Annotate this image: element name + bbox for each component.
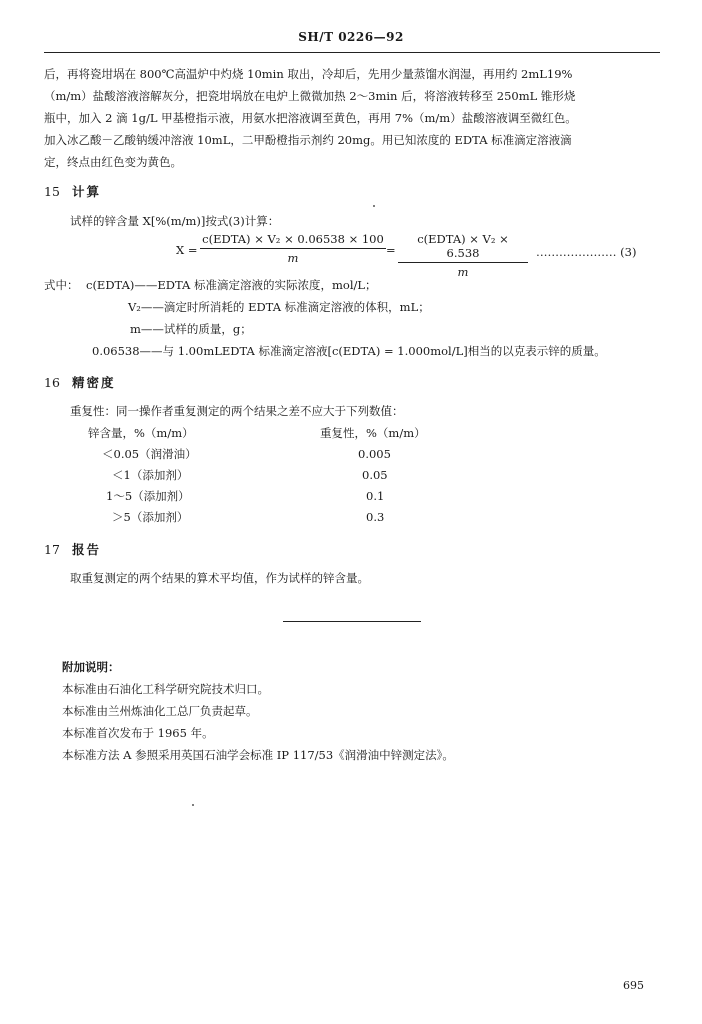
table-cell-value: 0.05 bbox=[362, 467, 388, 482]
formula-reference: ………………… (3) bbox=[536, 245, 637, 259]
section-15-intro: 试样的锌含量 X[%(m/m)]按式(3)计算： bbox=[70, 214, 280, 228]
section-number: 16 bbox=[44, 375, 60, 390]
column-header-repeatability: 重复性，%（m/m） bbox=[320, 425, 426, 440]
formula-numerator-1: c(EDTA) × V₂ × 0.06538 × 100 bbox=[200, 232, 386, 249]
appendix-line: 本标准由兰州炼油化工总厂负责起草。 bbox=[62, 704, 258, 718]
appendix-notes bbox=[62, 656, 680, 766]
intro-paragraph bbox=[44, 63, 662, 173]
table-header-row bbox=[88, 422, 426, 443]
section-16-heading bbox=[44, 373, 116, 391]
section-title: 报告 bbox=[72, 542, 102, 557]
formula-lhs: X = bbox=[176, 243, 198, 257]
section-number: 15 bbox=[44, 184, 60, 199]
intro-line: （m/m）盐酸溶液溶解灰分，把瓷坩埚放在电炉上微微加热 2～3min 后，将溶液转移至 250mL 锥形烧 bbox=[44, 89, 576, 103]
formula-fraction-1 bbox=[200, 232, 386, 265]
def-m: m——试样的质量，g； bbox=[130, 322, 252, 336]
section-title: 计算 bbox=[72, 184, 102, 199]
def-constant: 0.06538——与 1.00mLEDTA 标准滴定溶液[c(EDTA) = 1.000mol/L]相当的以克表示锌的质量。 bbox=[92, 344, 606, 358]
table-cell-value: 0.1 bbox=[366, 488, 385, 503]
where-label: 式中： bbox=[44, 278, 79, 292]
appendix-line: 本标准方法 A 参照采用英国石油学会标准 IP 117/53《润滑油中锌测定法》。 bbox=[62, 748, 454, 762]
page-number: 695 bbox=[623, 979, 644, 992]
formula-fraction-2 bbox=[398, 232, 528, 279]
intro-line: 后，再将瓷坩埚在 800℃高温炉中灼烧 10min 取出，冷却后，先用少量蒸馏水润湿，再用约 2mL19% bbox=[44, 67, 573, 81]
table-cell-range: ＜1（添加剂） bbox=[112, 467, 189, 482]
table-cell-range: 1～5（添加剂） bbox=[106, 488, 190, 503]
end-separator-line bbox=[283, 621, 421, 622]
appendix-title: 附加说明： bbox=[62, 660, 120, 674]
section-15-heading bbox=[44, 182, 101, 200]
scan-speck bbox=[192, 804, 194, 806]
scan-speck bbox=[373, 205, 375, 207]
table-cell-range: ＞5（添加剂） bbox=[112, 509, 189, 524]
column-header-zinc: 锌含量，%（m/m） bbox=[88, 425, 194, 440]
table-row bbox=[88, 485, 426, 506]
def-c-edta: c(EDTA)——EDTA 标准滴定溶液的实际浓度，mol/L； bbox=[86, 278, 377, 292]
table-cell-value: 0.3 bbox=[366, 509, 385, 524]
table-cell-range: ＜0.05（润滑油） bbox=[102, 446, 197, 461]
section-17-text: 取重复测定的两个结果的算术平均值，作为试样的锌含量。 bbox=[70, 571, 369, 585]
formula-equals: = bbox=[386, 243, 396, 257]
table-row bbox=[88, 464, 426, 485]
table-row bbox=[88, 506, 426, 527]
precision-table bbox=[88, 422, 426, 527]
section-title: 精密度 bbox=[72, 375, 116, 390]
header-rule bbox=[44, 52, 660, 53]
section-16-intro: 重复性：同一操作者重复测定的两个结果之差不应大于下列数值： bbox=[70, 404, 404, 418]
formula-numerator-2: c(EDTA) × V₂ × 6.538 bbox=[398, 232, 528, 263]
appendix-line: 本标准首次发布于 1965 年。 bbox=[62, 726, 214, 740]
standard-code-header: SH/T 0226—92 bbox=[298, 30, 404, 44]
intro-line: 加入冰乙酸－乙酸钠缓冲溶液 10mL，二甲酚橙指示剂约 20mg。用已知浓度的 EDTA 标准滴定溶液滴 bbox=[44, 133, 572, 147]
appendix-line: 本标准由石油化工科学研究院技术归口。 bbox=[62, 682, 269, 696]
intro-line: 瓶中，加入 2 滴 1g/L 甲基橙指示液，用氨水把溶液调至黄色，再用 7%（m/m）盐酸溶液调至微红色。 bbox=[44, 111, 577, 125]
section-17-heading bbox=[44, 540, 101, 558]
table-row bbox=[88, 443, 426, 464]
section-number: 17 bbox=[44, 542, 60, 557]
def-v2: V₂——滴定时所消耗的 EDTA 标准滴定溶液的体积，mL； bbox=[128, 300, 430, 314]
intro-line: 定，终点由红色变为黄色。 bbox=[44, 155, 182, 169]
formula-denominator-1: m bbox=[287, 251, 299, 265]
table-cell-value: 0.005 bbox=[358, 446, 391, 461]
formula-denominator-2: m bbox=[457, 265, 469, 279]
